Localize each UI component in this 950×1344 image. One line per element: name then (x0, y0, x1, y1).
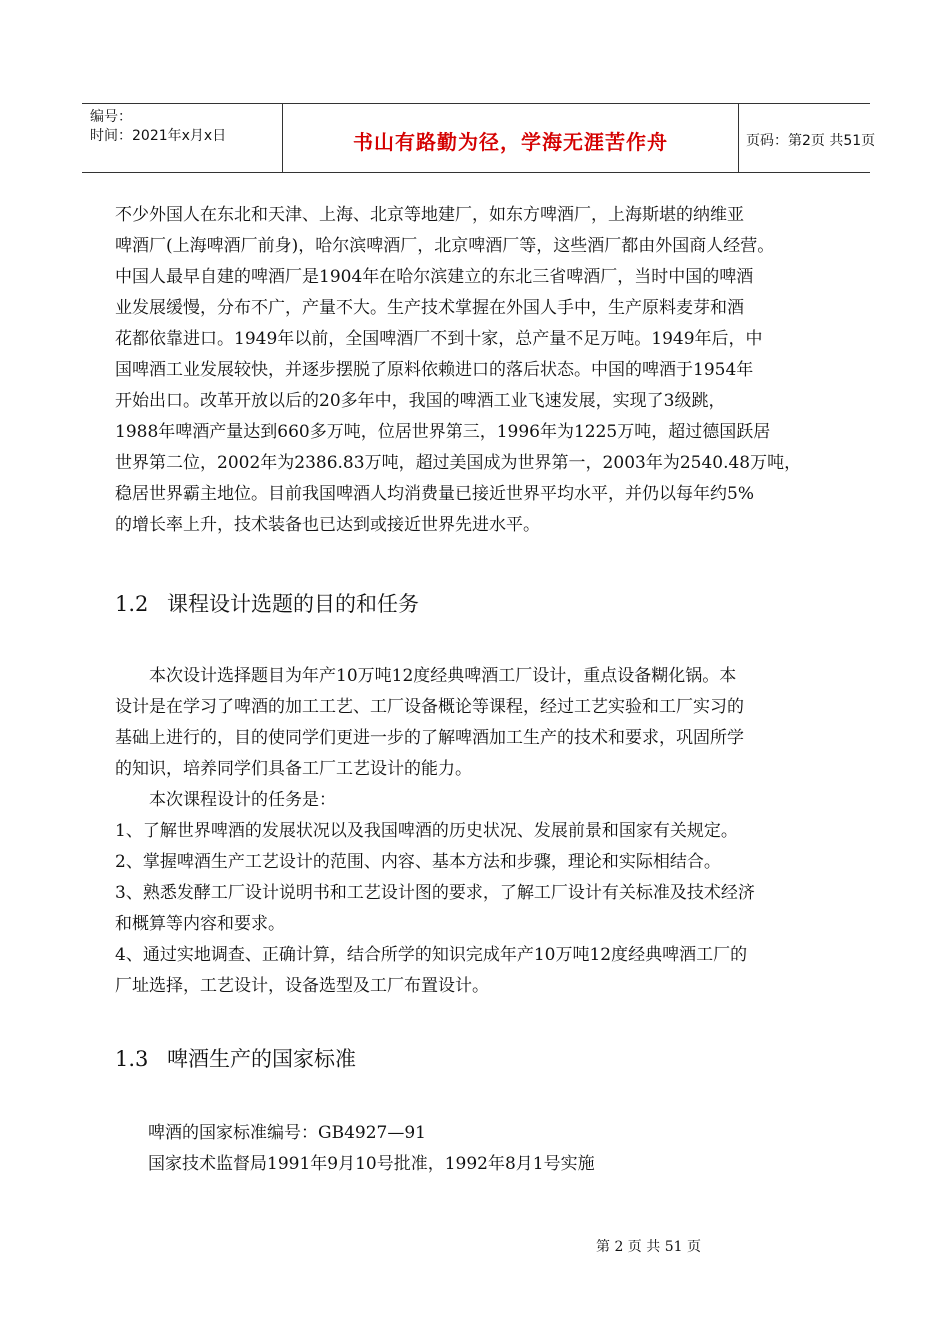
section-1-2-body (115, 661, 837, 1002)
header-meta-cell (82, 104, 282, 172)
section-heading-1-3 (115, 1043, 356, 1073)
text-line: 本次课程设计的任务是： (149, 790, 336, 810)
text-line: 开始出口。改革开放以后的20多年中，我国的啤酒工业飞速发展，实现了3级跳， (115, 391, 726, 411)
section-title: 课程设计选题的目的和任务 (167, 592, 419, 616)
section-title: 啤酒生产的国家标准 (167, 1047, 356, 1071)
text-line: 国啤酒工业发展较快，并逐步摆脱了原料依赖进口的落后状态。中国的啤酒于1954年 (115, 360, 754, 380)
text-line: 啤酒的国家标准编号：GB4927—91 (148, 1123, 426, 1143)
section-heading-1-2 (115, 588, 419, 618)
document-number-label: 编号： (90, 109, 132, 125)
list-item: 3、熟悉发酵工厂设计说明书和工艺设计图的要求，了解工厂设计有关标准及技术经济 (115, 883, 755, 903)
text-line: 设计是在学习了啤酒的加工工艺、工厂设备概论等课程，经过工艺实验和工厂实习的 (115, 697, 744, 717)
page-header (82, 103, 876, 173)
section-number: 1.3 (115, 1047, 149, 1071)
header-motto-cell (282, 104, 739, 172)
text-line: 稳居世界霸主地位。目前我国啤酒人均消费量已接近世界平均水平，并仍以每年约5% (115, 484, 754, 504)
text-line: 本次设计选择题目为年产10万吨12度经典啤酒工厂设计，重点设备糊化锅。本 (149, 666, 737, 686)
text-line: 花都依靠进口。1949年以前，全国啤酒厂不到十家，总产量不足万吨。1949年后，中 (115, 329, 763, 349)
list-item-continuation: 和概算等内容和要求。 (115, 914, 285, 934)
page-footer: 第 2 页 共 51 页 (596, 1239, 701, 1255)
list-item-continuation: 厂址选择，工艺设计，设备选型及工厂布置设计。 (115, 976, 489, 996)
text-line: 业发展缓慢，分布不广，产量不大。生产技术掌握在外国人手中，生产原料麦芽和酒 (115, 298, 744, 318)
text-line: 世界第二位，2002年为2386.83万吨，超过美国成为世界第一，2003年为2540.48万吨， (115, 453, 802, 473)
intro-paragraph (115, 200, 837, 541)
text-line: 基础上进行的，目的使同学们更进一步的了解啤酒加工生产的技术和要求，巩固所学 (115, 728, 744, 748)
document-time-label: 时间：2021年x月x日 (90, 128, 227, 144)
section-1-3-body (148, 1118, 838, 1180)
text-line: 中国人最早自建的啤酒厂是1904年在哈尔滨建立的东北三省啤酒厂，当时中国的啤酒 (115, 267, 754, 287)
header-page-code: 页码：第2页 共51页 (746, 133, 876, 149)
header-motto: 书山有路勤为径，学海无涯苦作舟 (353, 130, 668, 154)
text-line: 啤酒厂(上海啤酒厂前身)，哈尔滨啤酒厂，北京啤酒厂等，这些酒厂都由外国商人经营。 (115, 236, 775, 256)
list-item: 2、掌握啤酒生产工艺设计的范围、内容、基本方法和步骤，理论和实际相结合。 (115, 852, 721, 872)
list-item: 4、通过实地调查、正确计算，结合所学的知识完成年产10万吨12度经典啤酒工厂的 (115, 945, 748, 965)
text-line: 1988年啤酒产量达到660多万吨，位居世界第三，1996年为1225万吨，超过德国跃居 (115, 422, 771, 442)
text-line: 的知识，培养同学们具备工厂工艺设计的能力。 (115, 759, 472, 779)
text-line: 的增长率上升，技术装备也已达到或接近世界先进水平。 (115, 515, 540, 535)
list-item: 1、了解世界啤酒的发展状况以及我国啤酒的历史状况、发展前景和国家有关规定。 (115, 821, 738, 841)
text-line: 国家技术监督局1991年9月10号批准，1992年8月1号实施 (148, 1154, 595, 1174)
section-number: 1.2 (115, 592, 149, 616)
text-line: 不少外国人在东北和天津、上海、北京等地建厂，如东方啤酒厂，上海斯堪的纳维亚 (115, 205, 744, 225)
header-page-cell (738, 104, 876, 172)
